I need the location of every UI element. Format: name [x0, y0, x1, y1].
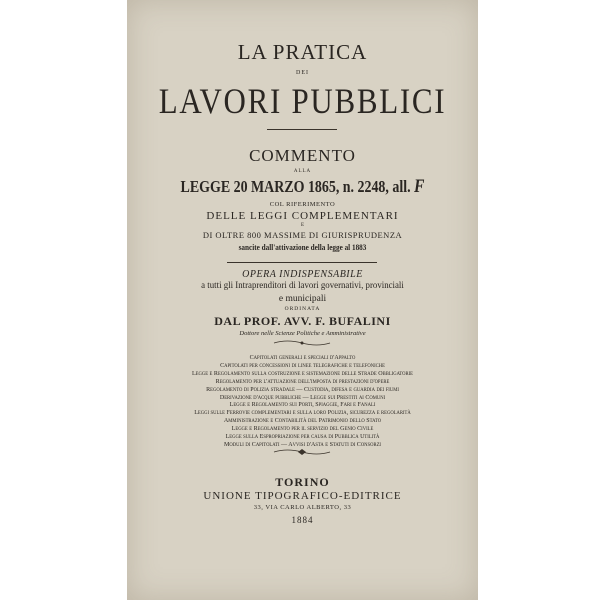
contents-item: Leggi sulle Ferrovie complementari e sulla loro Polizia, sicurezza e regolarità — [194, 409, 411, 417]
contents-item: Regolamento per l'attuazione dell'imposta di prestazioni d'opere — [215, 377, 390, 385]
contents-item: Capitolati generali e speciali d'Appalto — [249, 354, 356, 361]
col-riferimento: COL RIFERIMENTO — [269, 201, 336, 208]
sancite-line: sancite dall'attivazione della legge al 1883 — [238, 243, 367, 252]
contents-item: Legge sulla Espropriazione per causa di Pubblica Utilità — [225, 433, 380, 440]
imprint-address: 33, VIA CARLO ALBERTO, 33 — [253, 504, 352, 511]
legge-text: LEGGE 20 MARZO 1865, n. 2248, all. — [180, 177, 411, 196]
commento-heading: COMMENTO — [249, 146, 356, 165]
ordinata-label: ORDINATA — [284, 306, 321, 312]
commento-divider — [227, 262, 377, 263]
ornament-divider — [272, 339, 332, 347]
contents-item: Amministrazione e Contabilità del Patrimonio dello Stato — [223, 417, 382, 425]
ornament-divider-lower — [272, 448, 332, 456]
contents-item: Derivazione d'acque pubbliche — Legge sui Prestiti ai Comuni — [219, 393, 386, 401]
imprint-city: TORINO — [275, 475, 330, 489]
imprint-publisher: UNIONE TIPOGRAFICO-EDITRICE — [203, 490, 402, 502]
legge-allegato: F — [414, 176, 425, 197]
contents-item: Moduli di Capitolati — Avvisi d'Asta e Statuti di Consorzi — [224, 440, 381, 448]
contents-item: Legge e Regolamento sulla costruzione e sistemazione delle Strade Obbligatorie — [191, 369, 414, 377]
massime-line: DI OLTRE 800 MASSIME DI GIURISPRUDENZA — [202, 230, 403, 240]
title-divider — [267, 129, 337, 130]
title-page — [127, 0, 478, 600]
commento-alla: ALLA — [293, 169, 312, 174]
title-line1: LA PRATICA — [237, 40, 368, 64]
contents-item: Legge e Regolamento per il servizio del Genio Civile — [231, 425, 374, 433]
imprint-year: 1884 — [291, 515, 314, 525]
contents-item: Legge e Regolamento sui Porti, Spiaggie, Fari e Fanali — [229, 401, 376, 409]
title-dei: DEI — [296, 70, 309, 76]
opera-heading: OPERA INDISPENSABILE — [242, 269, 363, 280]
author-name: DAL PROF. AVV. F. BUFALINI — [214, 314, 391, 328]
legge-heading — [159, 176, 447, 198]
leggi-complementari: DELLE LEGGI COMPLEMENTARI — [206, 210, 399, 222]
contents-item: Regolamento di Polizia stradale — Custodia, difesa e guardia dei fiumi — [206, 385, 399, 393]
opera-line2: e municipali — [278, 294, 327, 304]
author-title: Dottore nelle Scienze Politiche e Amministrative — [239, 330, 366, 337]
commento-e: E — [300, 223, 305, 228]
page-title: LAVORI PUBBLICI — [158, 81, 447, 121]
opera-line1: a tutti gli Intraprenditori di lavori governativi, provinciali — [201, 281, 404, 291]
contents-item: Capitolati per concessioni di linee telegrafiche e telefoniche — [220, 361, 385, 369]
